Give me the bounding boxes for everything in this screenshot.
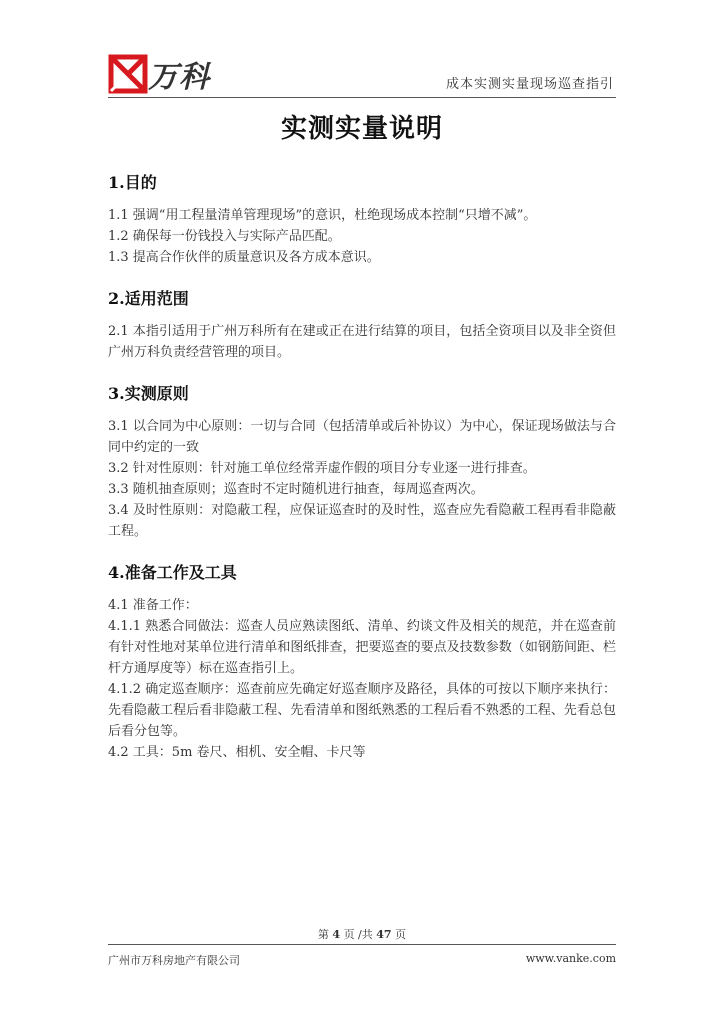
document-body [108,170,616,773]
section-heading: 3.实测原则 [108,384,189,403]
footer-divider [108,944,616,945]
page-mid: 页 /共 [343,928,373,941]
footer-website: www.vanke.com [525,952,616,965]
page-prefix: 第 [317,928,329,941]
paragraph: 4.2 工具：5m 卷尺、相机、安全帽、卡尺等 [108,745,366,760]
page-current: 4 [332,928,341,941]
header-doc-title: 成本实测实量现场巡查指引 [445,77,614,92]
page-header [108,50,616,98]
paragraph: 3.4 及时性原则：对隐蔽工程，应保证巡查时的及时性，巡查应先看隐蔽工程再看非隐蔽工程。 [108,503,616,539]
paragraph: 1.1 强调“用工程量清单管理现场”的意识，杜绝现场成本控制“只增不减”。 [108,208,537,223]
paragraph: 3.3 随机抽查原则；巡查时不定时随机进行抽查，每周巡查两次。 [108,482,484,497]
section-heading: 1.目的 [108,173,157,192]
page-suffix: 页 [395,928,407,941]
header-divider [108,97,616,98]
vanke-logo [108,50,258,94]
section-principles [108,381,616,542]
paragraph: 2.1 本指引适用于广州万科所有在建或正在进行结算的项目，包括全资项目以及非全资但广州万科负责经营管理的项目。 [108,324,616,360]
paragraph: 4.1 准备工作： [108,598,198,613]
section-purpose [108,170,616,268]
paragraph: 4.1.1 熟悉合同做法：巡查人员应熟读图纸、清单、约谈文件及相关的规范，并在巡查前有针对性地对某单位进行清单和图纸排查，把要巡查的要点及技数参数（如钢筋间距、栏杆方通厚度等）标在巡查指引上。 [108,619,616,676]
section-scope [108,286,616,363]
section-preparation [108,560,616,763]
paragraph: 1.2 确保每一份钱投入与实际产品匹配。 [108,229,341,244]
section-heading: 4.准备工作及工具 [108,563,237,582]
vanke-logo-mark [108,54,148,94]
page-number [0,926,724,942]
page-title: 实测实量说明 [280,114,443,144]
paragraph: 3.1 以合同为中心原则：一切与合同（包括清单或后补协议）为中心，保证现场做法与合同中约定的一致 [108,419,616,455]
section-heading: 2.适用范围 [108,289,189,308]
paragraph: 1.3 提高合作伙伴的质量意识及各方成本意识。 [108,250,380,265]
logo-wordmark: 万科 [148,60,210,95]
paragraph: 3.2 针对性原则：针对施工单位经常弄虚作假的项目分专业逐一进行排查。 [108,461,536,476]
paragraph: 4.1.2 确定巡查顺序：巡查前应先确定好巡查顺序及路径，具体的可按以下顺序来执行：先看隐蔽工程后看非隐蔽工程、先看清单和图纸熟悉的工程后看不熟悉的工程、先看总包后看分包等。 [108,682,616,739]
page-total: 47 [376,928,392,941]
footer-company: 广州市万科房地产有限公司 [108,954,240,967]
